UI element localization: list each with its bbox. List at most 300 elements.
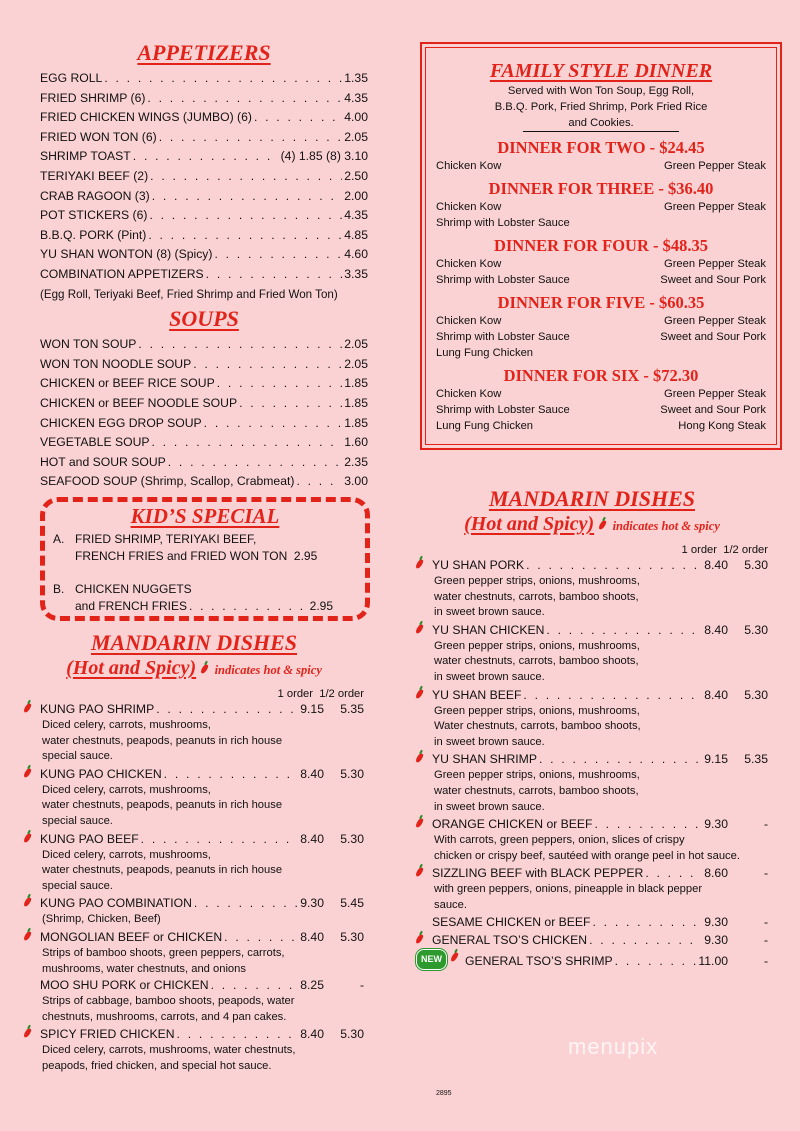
- dot-leader: [152, 187, 343, 207]
- dot-leader: [214, 245, 342, 265]
- mandarin_right-dish-name: YU SHAN CHICKEN: [432, 622, 545, 637]
- family-dish-right: Sweet and Sour Pork: [660, 331, 766, 343]
- mandarin_right-dish-desc: Green pepper strips, onions, mushrooms,: [434, 769, 640, 782]
- appetizers-item-price: 2.00: [344, 188, 368, 203]
- dish-icon-slot: [24, 928, 40, 946]
- dot-leader: [589, 932, 702, 949]
- soups-item: [40, 374, 368, 394]
- chili-pepper-icon: [599, 517, 609, 530]
- mandarin_right-dish-desc: in sweet brown sauce.: [434, 800, 545, 813]
- mandarin_left-dish-half-price: 5.45: [340, 896, 364, 911]
- mandarin_left-dish-desc: chestnuts, mushrooms, carrots, and 4 pan cakes.: [42, 1010, 287, 1023]
- mandarin_right-dish-desc: in sweet brown sauce.: [434, 606, 545, 619]
- soups-item-name: WON TON SOUP: [40, 337, 137, 352]
- dot-leader: [168, 453, 343, 473]
- family-dish-left: Chicken Kow: [436, 201, 502, 213]
- soups-item-name: SEAFOOD SOUP (Shrimp, Scallop, Crabmeat): [40, 474, 295, 489]
- mandarin_left-dish-name: MOO SHU PORK or CHICKEN: [40, 978, 209, 993]
- soups-item: [40, 472, 368, 492]
- mandarin_left-dish-desc: special sauce.: [42, 879, 113, 892]
- dot-leader: [254, 108, 342, 128]
- mandarin_left-dish-price: 8.40: [300, 929, 324, 944]
- family-dinner-row: [422, 215, 780, 231]
- family-dish-left: Lung Fung Chicken: [436, 347, 534, 359]
- family-dinner-row: [422, 256, 780, 272]
- soups-item-price: 1.85: [344, 376, 368, 391]
- dish-icon-slot: [24, 894, 40, 912]
- new-badge: NEW: [416, 949, 447, 970]
- dish-icon-slot: [416, 621, 432, 639]
- mandarin_right-dish: [416, 750, 768, 768]
- appetizers-item-price: 4.35: [344, 208, 368, 223]
- mandarin_right-dish-desc: water chestnuts, carrots, bamboo shoots,: [434, 590, 639, 603]
- mandarin_right-dish-name: YU SHAN PORK: [432, 558, 525, 572]
- mandarin_right-dish-name: SESAME CHICKEN or BEEF: [432, 914, 591, 929]
- family-dinner-title: DINNER FOR TWO - $24.45: [497, 138, 705, 157]
- kids-a-price: 2.95: [293, 549, 318, 563]
- mandarin_right-dish-half-price: -: [763, 953, 768, 968]
- mandarin_left-dish-name: KUNG PAO CHICKEN: [40, 766, 162, 781]
- page-code: 2895: [436, 1090, 452, 1097]
- family-dinner-box: [420, 42, 782, 450]
- mandarin_right-dish: [416, 949, 768, 970]
- family-dish-left: Shrimp with Lobster Sauce: [436, 274, 570, 286]
- chili-pepper-icon: [416, 864, 426, 877]
- mandarin_right-dish: [416, 556, 768, 574]
- dot-leader: [152, 433, 343, 453]
- combo-note: (Egg Roll, Teriyaki Beef, Fried Shrimp and Fried Won Ton): [40, 287, 338, 301]
- family-dinner-row: [422, 418, 780, 434]
- family-dish-left: Lung Fung Chicken: [436, 420, 534, 432]
- dot-leader: [204, 414, 343, 434]
- mandarin_left-dish-desc: water chestnuts, peapods, peanuts in rich house: [42, 799, 283, 812]
- family-dinner-row: [422, 313, 780, 329]
- family-dish-left: Shrimp with Lobster Sauce: [436, 331, 570, 343]
- dish-icon-slot: [416, 750, 432, 768]
- chili-pepper-icon: [201, 661, 211, 674]
- family-intro: [422, 83, 780, 131]
- kids-a-line1: FRIED SHRIMP, TERIYAKI BEEF,: [75, 532, 257, 546]
- mandarin_right-dish: [416, 815, 768, 833]
- soups-item: [40, 453, 368, 473]
- soups-item-price: 1.60: [344, 435, 368, 450]
- mandarin_right-dish: [416, 864, 768, 882]
- mandarin_right-dish-name: YU SHAN SHRIMP: [432, 752, 537, 767]
- mandarin_right-dish-desc: Green pepper strips, onions, mushrooms,: [434, 639, 640, 652]
- mandarin-right-list: [416, 556, 768, 970]
- mandarin_right-dish-half-price: -: [763, 914, 768, 929]
- dot-leader: [159, 128, 343, 148]
- appetizers-item-price: 2.05: [344, 129, 368, 144]
- soups-item-name: WON TON NOODLE SOUP: [40, 356, 192, 371]
- appetizers-item-name: TERIYAKI BEEF (2): [40, 168, 149, 183]
- appetizers-item-name: B.B.Q. PORK (Pint): [40, 227, 147, 242]
- soups-item-name: HOT and SOUR SOUP: [40, 454, 166, 469]
- mandarin_left-dish-desc: Diced celery, carrots, mushrooms,: [42, 848, 211, 861]
- family-dinner-title: DINNER FOR FOUR - $48.35: [493, 236, 709, 255]
- mandarin_left-dish-desc: (Shrimp, Chicken, Beef): [42, 913, 161, 926]
- mandarin_left-dish: [24, 830, 364, 848]
- dot-leader: [615, 953, 697, 970]
- mandarin_right-dish-desc: With carrots, green peppers, onion, slices of crispy: [434, 834, 685, 847]
- appetizers-item: [40, 245, 368, 265]
- family-dish-right: Green Pepper Steak: [664, 201, 766, 213]
- chili-pepper-icon: [416, 931, 426, 944]
- mandarin_left-dish-name: KUNG PAO SHRIMP: [40, 702, 155, 716]
- dish-icon-slot: [416, 864, 432, 882]
- appetizers-item-price: 4.85: [344, 227, 368, 242]
- dot-leader: [138, 335, 342, 355]
- appetizers-item: [40, 108, 368, 128]
- dot-leader: [104, 69, 342, 89]
- family-dinner-row: [422, 386, 780, 402]
- order-size-header: [24, 688, 364, 700]
- family-dinner-row: [422, 402, 780, 418]
- mandarin_left-dish-name: KUNG PAO BEEF: [40, 831, 139, 846]
- appetizers-item-name: YU SHAN WONTON (8) (Spicy): [40, 247, 213, 262]
- mandarin_right-dish-price: 8.40: [704, 687, 728, 702]
- mandarin_right-dish-half-price: 5.30: [744, 622, 768, 637]
- family-title: FAMILY STYLE DINNER: [489, 60, 713, 82]
- mandarin_right-dish-desc: in sweet brown sauce.: [434, 670, 545, 683]
- dot-leader: [224, 929, 298, 946]
- mandarin_left-dish: [24, 894, 364, 912]
- dot-leader: [133, 147, 279, 167]
- mandarin_right-dish-price: 11.00: [698, 953, 728, 968]
- family-dinner-title: DINNER FOR SIX - $72.30: [503, 366, 699, 385]
- appetizers-item: [40, 69, 368, 89]
- family-dish-left: Chicken Kow: [436, 315, 502, 327]
- family-dish-right: Green Pepper Steak: [664, 388, 766, 400]
- appetizers-item: [40, 89, 368, 109]
- kids-b-line1: CHICKEN NUGGETS: [75, 582, 192, 596]
- mandarin_left-dish-half-price: 5.30: [340, 766, 364, 781]
- family-dinner-row: [422, 272, 780, 288]
- chili-pepper-icon: [24, 894, 34, 907]
- family-dish-right: Green Pepper Steak: [664, 258, 766, 270]
- family-intro-line3: and Cookies.: [568, 117, 634, 129]
- dot-leader: [645, 865, 702, 882]
- appetizers-item-name: EGG ROLL: [40, 71, 103, 85]
- dot-leader: [150, 167, 342, 187]
- soups-item-price: 1.85: [344, 415, 368, 430]
- mandarin_left-dish: [24, 977, 364, 994]
- mandarin_right-dish-desc: with green peppers, onions, pineapple in black pepper: [434, 883, 703, 896]
- mandarin_left-dish-price: 8.40: [300, 766, 324, 781]
- mandarin_right-dish-name: GENERAL TSO’S CHICKEN: [432, 932, 588, 947]
- dish-icon-slot: [416, 931, 432, 949]
- mandarin_left-dish: [24, 765, 364, 783]
- chili-pepper-icon: [451, 949, 461, 962]
- mandarin_left-dish-name: KUNG PAO COMBINATION: [40, 896, 192, 911]
- soups-item: [40, 414, 368, 434]
- kids-b-letter: B.: [53, 582, 65, 596]
- dish-icon-slot: [416, 815, 432, 833]
- soups-item-price: 2.05: [344, 337, 368, 352]
- appetizers-item: [40, 147, 368, 167]
- mandarin_right-dish-name: SIZZLING BEEF with BLACK PEPPER: [432, 866, 644, 881]
- appetizers-list: [40, 69, 368, 285]
- family-dinner-title: DINNER FOR FIVE - $60.35: [497, 293, 705, 312]
- mandarin_left-dish-desc: Strips of bamboo shoots, green peppers, carrots,: [42, 946, 285, 959]
- chili-pepper-icon: [416, 621, 426, 634]
- mandarin-right-indicates: indicates hot & spicy: [612, 519, 720, 533]
- mandarin_right-dish-price: 8.40: [704, 622, 728, 637]
- watermark: menupix: [568, 1034, 659, 1059]
- col-half-order: 1/2 order: [319, 688, 364, 700]
- chili-pepper-icon: [416, 686, 426, 699]
- chili-pepper-icon: [24, 765, 34, 778]
- mandarin-left-indicates: indicates hot & spicy: [214, 663, 322, 677]
- mandarin_left-dish: [24, 700, 364, 718]
- mandarin_right-dish-name: ORANGE CHICKEN or BEEF: [432, 817, 593, 832]
- mandarin_left-dish-desc: Diced celery, carrots, mushrooms,: [42, 783, 211, 796]
- chili-pepper-icon: [416, 750, 426, 763]
- dot-leader: [523, 687, 702, 704]
- dish-icon-slot: [416, 556, 432, 574]
- mandarin_left-dish-desc: water chestnuts, peapods, peanuts in rich house: [42, 734, 283, 747]
- mandarin_right-dish-name: GENERAL TSO’S SHRIMP: [465, 953, 613, 968]
- family-dish-right: Sweet and Sour Pork: [660, 404, 766, 416]
- family-dish-left: Chicken Kow: [436, 388, 502, 400]
- dot-leader: [141, 831, 299, 848]
- mandarin-right: [416, 486, 768, 970]
- mandarin_right-dish-half-price: 5.30: [744, 558, 768, 572]
- appetizers-item-name: FRIED SHRIMP (6): [40, 90, 146, 105]
- mandarin_right-dish: [416, 686, 768, 704]
- kids-a-letter: A.: [53, 532, 65, 546]
- mandarin_left-dish-desc: Diced celery, carrots, mushrooms,: [42, 719, 211, 731]
- kids-special-box: [40, 497, 370, 621]
- mandarin_right-dish-price: 9.15: [704, 752, 728, 767]
- mandarin_left-dish: [24, 928, 364, 946]
- mandarin_left-dish-price: 9.30: [300, 896, 324, 911]
- dish-icon-slot: [24, 765, 40, 783]
- mandarin-left-title: MANDARIN DISHES: [90, 630, 297, 655]
- chili-pepper-icon: [24, 928, 34, 941]
- mandarin_right-dish: [416, 931, 768, 949]
- mandarin_right-dish: [416, 621, 768, 639]
- mandarin_right-dish-half-price: -: [763, 817, 768, 832]
- family-intro-line1: Served with Won Ton Soup, Egg Roll,: [507, 85, 695, 97]
- mandarin_right-dish-desc: sauce.: [434, 898, 467, 911]
- mandarin_right-dish-desc: water chestnuts, carrots, bamboo shoots,: [434, 655, 639, 668]
- mandarin_left-dish-half-price: -: [359, 978, 364, 993]
- soups-item: [40, 355, 368, 375]
- dot-leader: [592, 914, 702, 931]
- mandarin_right-dish-desc: Green pepper strips, onions, mushrooms,: [434, 704, 640, 717]
- family-dinner-row: [422, 199, 780, 215]
- soups-item-price: 2.35: [344, 454, 368, 469]
- mandarin-left-list: [24, 700, 364, 1075]
- dot-leader: [526, 557, 702, 574]
- col-half-order: 1/2 order: [723, 544, 768, 556]
- mandarin_right-dish-desc: Water chestnuts, carrots, bamboo shoots,: [434, 720, 641, 733]
- soups-item-name: VEGETABLE SOUP: [40, 435, 150, 450]
- mandarin_left-dish-half-price: 5.30: [340, 929, 364, 944]
- kids-item-a: [45, 531, 365, 565]
- left-column: [40, 40, 368, 492]
- mandarin_left-dish-desc: peapods, fried chicken, and special hot sauce.: [42, 1059, 272, 1072]
- soups-item-name: CHICKEN or BEEF NOODLE SOUP: [40, 395, 238, 410]
- appetizers-item: [40, 226, 368, 246]
- dish-icon-slot: [416, 686, 432, 704]
- kids-b-price: 2.95: [309, 599, 333, 613]
- mandarin_left-dish-price: 9.15: [300, 702, 324, 716]
- soups-item-price: 2.05: [344, 356, 368, 371]
- appetizers-title: APPETIZERS: [137, 40, 271, 65]
- appetizers-item-name: CRAB RAGOON (3): [40, 188, 150, 203]
- kids-b-line2: and FRENCH FRIES: [75, 599, 188, 613]
- appetizers-item: [40, 265, 368, 285]
- mandarin_right-dish-desc: in sweet brown sauce.: [434, 735, 545, 748]
- family-dish-right: Hong Kong Steak: [678, 420, 766, 432]
- family-dish-right: Green Pepper Steak: [664, 160, 766, 172]
- mandarin_right-dish-desc: chicken or crispy beef, sautéed with orange peel in hot sauce.: [434, 849, 740, 862]
- dot-leader: [164, 766, 299, 783]
- soups-item-price: 1.85: [344, 395, 368, 410]
- mandarin_left-dish-name: MONGOLIAN BEEF or CHICKEN: [40, 929, 223, 944]
- mandarin_right-dish-half-price: 5.30: [744, 687, 768, 702]
- soups-item-price: 3.00: [344, 474, 368, 489]
- chili-pepper-icon: [24, 1025, 34, 1038]
- soups-title: SOUPS: [169, 306, 239, 332]
- appetizers-item-price: 3.35: [344, 266, 368, 281]
- dot-leader: [539, 751, 702, 768]
- dot-leader: [193, 355, 342, 375]
- mandarin_left-dish-name: SPICY FRIED CHICKEN: [40, 1027, 175, 1042]
- soups-item: [40, 394, 368, 414]
- dish-icon-slot: [24, 1025, 40, 1043]
- dot-leader: [149, 206, 342, 226]
- mandarin_right-dish-desc: Green pepper strips, onions, mushrooms,: [434, 575, 640, 587]
- family-dish-left: Chicken Kow: [436, 160, 502, 172]
- col-1-order: 1 order: [277, 688, 313, 700]
- dot-leader: [546, 622, 702, 639]
- dish-icon-slot: [416, 949, 465, 970]
- appetizers-item: [40, 128, 368, 148]
- mandarin-right-subtitle: (Hot and Spicy): [464, 513, 595, 535]
- soups-item-name: CHICKEN EGG DROP SOUP: [40, 415, 202, 430]
- dish-icon-slot: [24, 830, 40, 848]
- mandarin_left-dish-desc: Strips of cabbage, bamboo shoots, peapods, water: [42, 995, 295, 1008]
- appetizers-item: [40, 187, 368, 207]
- appetizers-item: [40, 206, 368, 226]
- appetizers-item-name: COMBINATION APPETIZERS: [40, 266, 204, 281]
- divider: [523, 131, 679, 132]
- chili-pepper-icon: [416, 556, 426, 569]
- dish-icon-slot: [24, 700, 40, 718]
- family-dinner-title: DINNER FOR THREE - $36.40: [488, 179, 714, 198]
- mandarin_right-dish-price: 9.30: [704, 817, 728, 832]
- mandarin_left-dish-desc: special sauce.: [42, 814, 113, 827]
- appetizers-item-price: 4.00: [344, 110, 368, 125]
- appetizers-item-price: (4) 1.85 (8) 3.10: [280, 149, 368, 164]
- mandarin-left: [24, 630, 364, 1075]
- dot-leader: [211, 977, 299, 994]
- col-1-order: 1 order: [681, 544, 717, 556]
- mandarin_right-dish-desc: water chestnuts, carrots, bamboo shoots,: [434, 784, 639, 797]
- appetizers-item-name: FRIED WON TON (6): [40, 129, 157, 144]
- mandarin_left-dish-desc: mushrooms, water chestnuts, and onions: [42, 962, 246, 975]
- dot-leader: [206, 265, 343, 285]
- family-dish-right: Green Pepper Steak: [664, 315, 766, 327]
- soups-item-name: CHICKEN or BEEF RICE SOUP: [40, 376, 215, 391]
- kids-a-line2: FRENCH FRIES and FRIED WON TON: [75, 549, 288, 563]
- mandarin_right-dish-price: 9.30: [704, 932, 728, 947]
- dot-leader: [147, 89, 342, 109]
- appetizers-item-price: 4.35: [344, 90, 368, 105]
- mandarin_right-dish-price: 9.30: [704, 914, 728, 929]
- mandarin_left-dish-half-price: 5.30: [340, 831, 364, 846]
- soups-item: [40, 433, 368, 453]
- dot-leader: [296, 472, 342, 492]
- mandarin_right-dish-half-price: -: [763, 866, 768, 881]
- family-intro-line2: B.B.Q. Pork, Fried Shrimp, Pork Fried Rice: [494, 101, 708, 113]
- mandarin-left-subtitle-line: [24, 657, 364, 680]
- chili-pepper-icon: [24, 830, 34, 843]
- mandarin-right-title: MANDARIN DISHES: [488, 486, 695, 511]
- dot-leader: [217, 374, 343, 394]
- mandarin_right-dish-half-price: -: [763, 932, 768, 947]
- mandarin_left-dish-desc: Diced celery, carrots, mushrooms, water chestnuts,: [42, 1044, 296, 1057]
- mandarin_right-dish-price: 8.40: [704, 558, 728, 572]
- appetizers-item-name: FRIED CHICKEN WINGS (JUMBO) (6): [40, 110, 252, 125]
- dot-leader: [189, 598, 308, 615]
- mandarin_left-dish: [24, 1025, 364, 1043]
- dot-leader: [177, 1026, 299, 1043]
- mandarin_left-dish-desc: special sauce.: [42, 750, 113, 763]
- appetizers-item-name: POT STICKERS (6): [40, 208, 148, 223]
- mandarin_right-dish-half-price: 5.35: [744, 752, 768, 767]
- mandarin_left-dish-desc: water chestnuts, peapods, peanuts in rich house: [42, 864, 283, 877]
- appetizers-item-price: 1.35: [344, 71, 368, 85]
- appetizers-item: [40, 167, 368, 187]
- family-dish-right: Sweet and Sour Pork: [660, 274, 766, 286]
- kids-special-title: KID’S SPECIAL: [130, 504, 280, 528]
- dot-leader: [156, 701, 298, 718]
- order-size-header: [416, 544, 768, 556]
- mandarin_right-dish: [416, 914, 768, 931]
- family-dish-left: Shrimp with Lobster Sauce: [436, 404, 570, 416]
- mandarin_left-dish-price: 8.25: [300, 978, 324, 993]
- kids-item-b: [45, 581, 365, 615]
- chili-pepper-icon: [24, 700, 34, 713]
- family-dinner-row: [422, 158, 780, 174]
- mandarin_right-dish-name: YU SHAN BEEF: [432, 687, 522, 702]
- family-dinner-row: [422, 345, 780, 361]
- mandarin-left-subtitle: (Hot and Spicy): [66, 657, 197, 679]
- appetizers-item-price: 4.60: [344, 247, 368, 262]
- mandarin_left-dish-price: 8.40: [300, 831, 324, 846]
- family-dish-left: Chicken Kow: [436, 258, 502, 270]
- dot-leader: [194, 895, 298, 912]
- mandarin_left-dish-half-price: 5.35: [340, 702, 364, 716]
- mandarin_right-dish-price: 8.60: [704, 866, 728, 881]
- dot-leader: [595, 816, 703, 833]
- dot-leader: [148, 226, 342, 246]
- family-dinner-row: [422, 329, 780, 345]
- family-dinners: [422, 138, 780, 434]
- mandarin-right-subtitle-line: [416, 513, 768, 536]
- mandarin_left-dish-price: 8.40: [300, 1027, 324, 1042]
- mandarin_left-dish-half-price: 5.30: [340, 1027, 364, 1042]
- family-dish-left: Shrimp with Lobster Sauce: [436, 217, 570, 229]
- soups-item: [40, 335, 368, 355]
- soups-list: [40, 335, 368, 492]
- appetizers-item-price: 2.50: [344, 168, 368, 183]
- chili-pepper-icon: [416, 815, 426, 828]
